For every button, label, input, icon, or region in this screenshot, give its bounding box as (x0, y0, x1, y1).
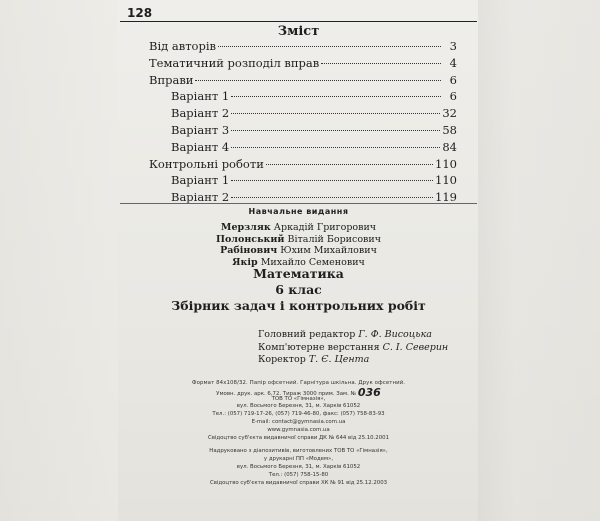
book-title-subject: Математика (253, 266, 344, 281)
printer-line: Надруковано з діапозитивів, виготовлених ТОВ ТО «Гімназія», (209, 448, 388, 455)
toc-leader-dots (231, 113, 440, 114)
toc-entry (149, 156, 457, 173)
author-line (120, 222, 477, 234)
toc-entry (149, 88, 457, 105)
toc-entry-label: Варіант 4 (171, 139, 230, 154)
toc-leader-dots (195, 80, 441, 81)
toc-leader-dots (218, 46, 441, 47)
divider (120, 203, 477, 204)
printer-line: Свідоцтво суб'єкта видавничої справи ХК № 91 від 25.12.2003 (209, 479, 388, 486)
imprint-heading: Навчальне видання (248, 207, 349, 216)
author-surname: Мерзляк (220, 222, 271, 233)
right-margin (478, 0, 600, 521)
book-title-subtitle: Збірник задач і контрольних робіт (171, 298, 426, 313)
editor-role: Комп'ютерне верстання (258, 341, 380, 353)
toc-entry-page: 6 (449, 72, 457, 87)
editor-role: Головний редактор (258, 329, 356, 340)
toc-entry (149, 172, 457, 189)
toc-entry-page: 110 (435, 173, 457, 188)
printer-line: у друкарні ПП «Модем», (263, 456, 334, 463)
toc-entry-label: Варіант 2 (171, 190, 230, 205)
toc-title: Зміст (277, 24, 320, 39)
publisher-line: Тел.: (057) 719-17-26, (057) 719-46-80, факс: (057) 758-83-93 (212, 411, 385, 418)
toc-leader-dots (231, 96, 441, 97)
book-title (120, 266, 477, 314)
printer-line: Тел.: (057) 758-15-80 (268, 471, 329, 478)
fine-print (120, 380, 477, 487)
header-rule (120, 21, 477, 22)
author-list (120, 222, 477, 268)
toc-entry-page: 6 (449, 89, 457, 104)
author-given-name: Юхим Михайлович (280, 245, 377, 257)
author-given-name: Михайло Семенович (260, 256, 365, 268)
toc-entry-page: 3 (449, 39, 457, 53)
author-line (120, 245, 477, 257)
author-line (120, 234, 477, 246)
toc-entry-page: 58 (442, 122, 457, 137)
toc-entry-label: Варіант 1 (171, 173, 230, 188)
editor-role: Коректор (258, 354, 306, 365)
toc-leader-dots (231, 180, 433, 181)
publisher-line: E-mail: contact@gymnasia.com.ua (251, 418, 346, 425)
toc-entry-page: 84 (442, 139, 457, 154)
toc-entry (149, 38, 457, 55)
toc-entry (149, 105, 457, 122)
editor-name: Г. Ф. Висоцька (358, 329, 432, 340)
toc-entry (149, 122, 457, 139)
toc-leader-dots (321, 63, 441, 64)
author-surname: Якір (232, 256, 258, 268)
page-number: 128 (127, 6, 153, 20)
toc-leader-dots (231, 130, 440, 131)
publisher-line: ТОВ ТО «Гімназія», (271, 395, 326, 402)
toc-entry-label: Варіант 3 (171, 122, 230, 137)
author-given-name: Віталій Борисович (287, 233, 381, 245)
book-title-grade: 6 клас (275, 282, 322, 297)
toc-entry (149, 72, 457, 89)
toc-entry-label: Від авторів (149, 39, 216, 53)
editor-name: Т. Є. Цента (308, 354, 370, 365)
toc-entry-label: Варіант 1 (171, 89, 230, 104)
toc-entry-label: Контрольні роботи (149, 156, 264, 171)
toc-entry-page: 4 (449, 55, 457, 70)
publisher-line: www.gymnasia.com.ua (267, 426, 330, 433)
toc-entry-page: 32 (442, 106, 457, 121)
left-margin (0, 0, 118, 521)
editor-line (258, 329, 448, 342)
editor-line (258, 354, 448, 367)
toc-leader-dots (231, 197, 433, 198)
table-of-contents (149, 38, 457, 206)
editor-name: С. І. Северин (382, 341, 449, 353)
toc-entry-page: 119 (435, 190, 457, 205)
editors-list (258, 329, 448, 367)
toc-entry (149, 55, 457, 72)
toc-entry-page: 110 (435, 156, 457, 171)
print-run-text: Умовн. друк. арк. 6,72. Тираж 3000 прим. Зам. № (216, 390, 357, 397)
order-number: 036 (357, 385, 381, 399)
toc-entry (149, 139, 457, 156)
publisher-line: Свідоцтво суб'єкта видавничої справи ДК № 644 від 25.10.2001 (207, 434, 390, 441)
printer-line: вул. Восьмого Березня, 31, м. Харків 61052 (236, 463, 361, 470)
toc-entry-label: Вправи (149, 72, 194, 87)
toc-entry-label: Варіант 2 (171, 106, 230, 121)
author-surname: Полонський (216, 233, 285, 245)
author-given-name: Аркадій Григорович (273, 222, 377, 233)
author-surname: Рабінович (220, 245, 278, 257)
publisher-line: вул. Восьмого Березня, 31, м. Харків 61052 (236, 403, 361, 410)
toc-leader-dots (231, 147, 440, 148)
editor-line (258, 342, 448, 355)
format-line: Формат 84х108/32. Папір офсетний. Гарнітура шкільна. Друк офсетний. (191, 380, 406, 386)
toc-leader-dots (266, 164, 433, 165)
toc-entry-label: Тематичний розподіл вправ (149, 55, 320, 70)
